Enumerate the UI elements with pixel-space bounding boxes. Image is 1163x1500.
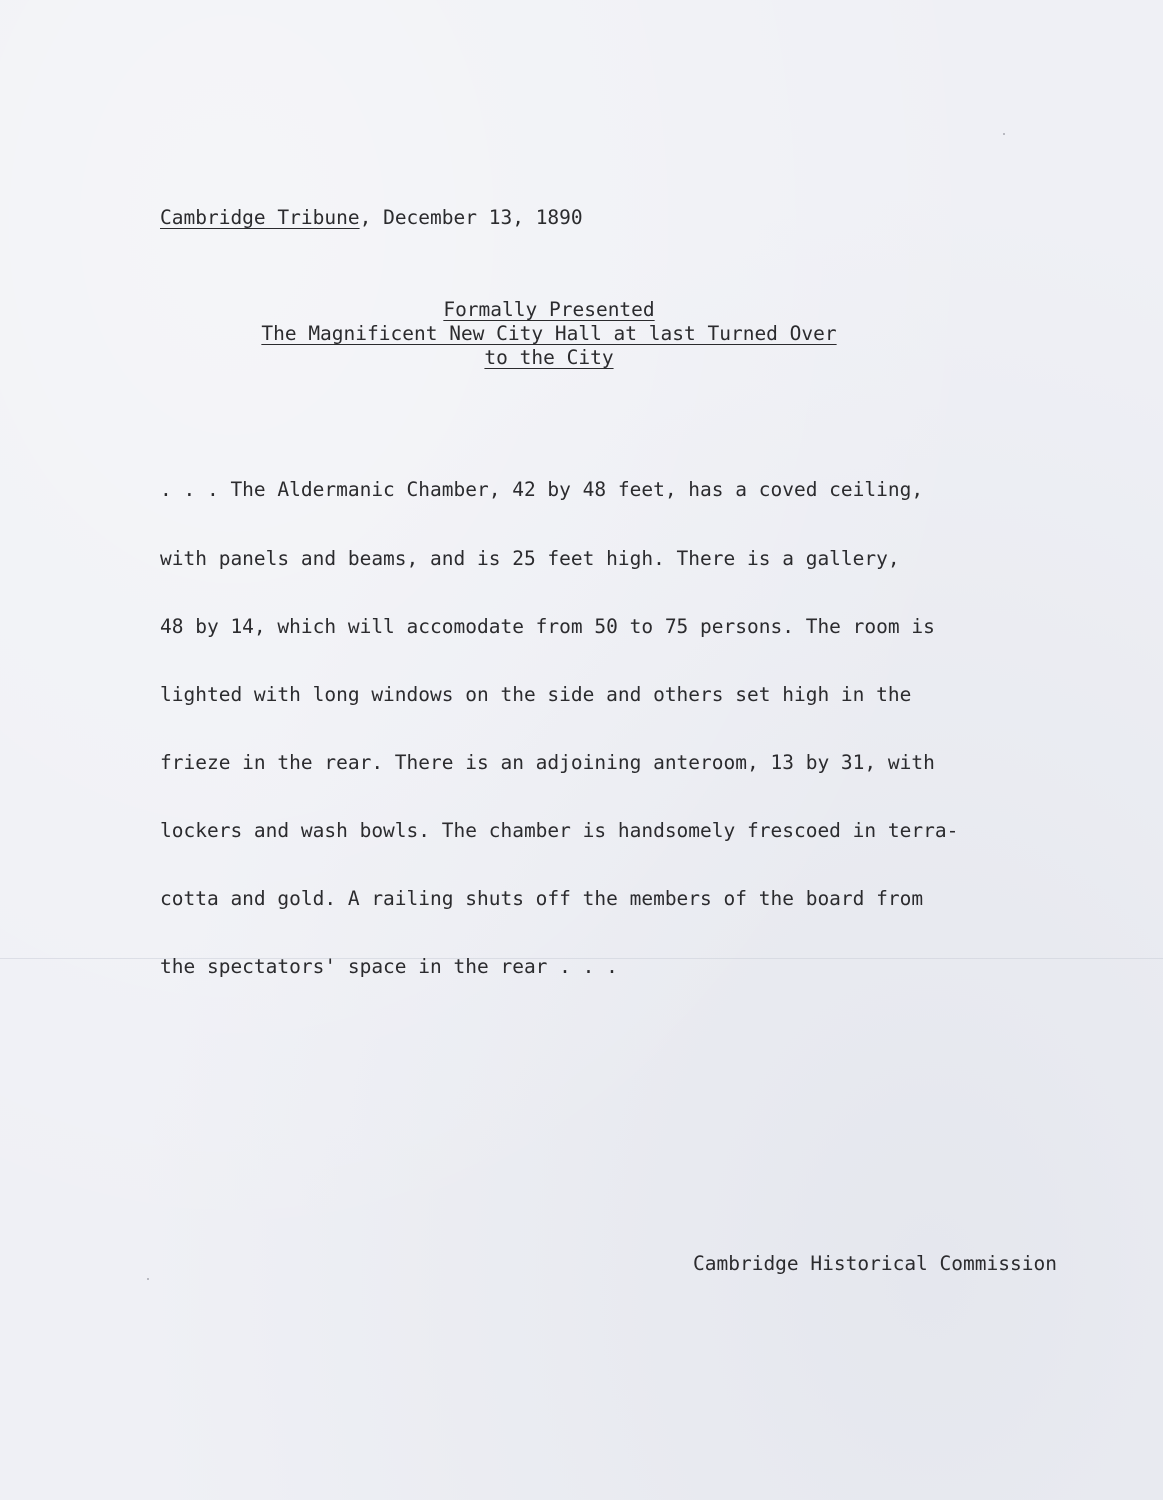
publication-name: Cambridge Tribune [160,206,360,229]
footer-attribution: Cambridge Historical Commission [693,1252,1057,1275]
article-body [160,434,1120,1024]
publication-date: , December 13, 1890 [359,206,583,229]
article-headline [160,298,938,370]
source-citation [160,206,583,229]
headline-line: Formally Presented [443,298,655,321]
headline-line: The Magnificent New City Hall at last Turned Over [261,322,837,345]
body-line: frieze in the rear. There is an adjoining anteroom, 13 by 31, with [160,750,935,774]
body-line: the spectators' space in the rear . . . [160,955,618,979]
paper-speck [147,1278,149,1280]
body-line: cotta and gold. A railing shuts off the members of the board from [160,887,924,911]
body-line: . . . The Aldermanic Chamber, 42 by 48 feet, has a coved ceiling, [160,478,924,502]
body-line: lockers and wash bowls. The chamber is handsomely frescoed in terra- [160,818,959,842]
body-line: 48 by 14, which will accomodate from 50 to 75 persons. The room is [160,614,935,638]
body-line: with panels and beams, and is 25 feet high. There is a gallery, [160,546,900,570]
headline-line: to the City [484,346,614,369]
body-line: lighted with long windows on the side and others set high in the [160,682,912,706]
paper-speck [1003,133,1005,135]
